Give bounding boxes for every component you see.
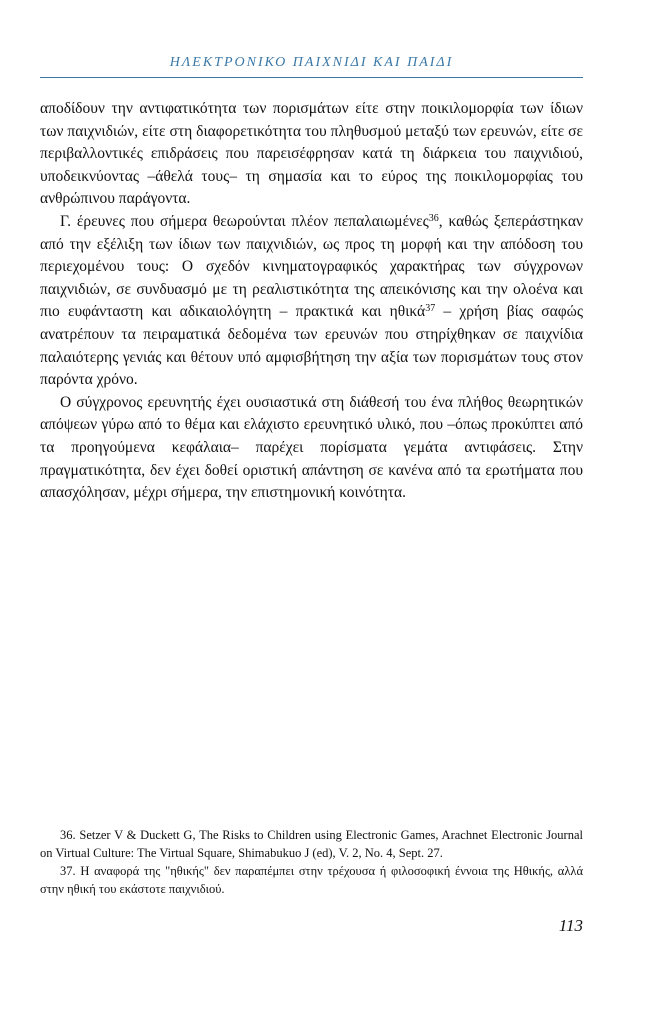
paragraph-2-part-c: – χρήση βίας σαφώς ανατρέπουν τα πειραματικά δεδομένα των ερευνών που στηρίχθηκαν σε παιχνίδια παλαιότερης γενιάς και θέτουν υπό αμφισβήτηση την αξία των πορισμάτων τους στον παρόντα χρόνο. bbox=[40, 303, 583, 389]
paragraph-2-part-a: Γ. έρευνες που σήμερα θεωρούνται πλέον πεπαλαιωμένες bbox=[60, 212, 429, 230]
footnote-ref-37: 37 bbox=[425, 303, 436, 315]
paragraph-2 bbox=[40, 211, 583, 392]
footnote-36: 36. Setzer V & Duckett G, The Risks to Children using Electronic Games, Arachnet Electronic Journal on Virtual Culture: The Virtual Square, Shimabukuo J (ed), V. 2, No. 4, Sept. 27. bbox=[40, 828, 583, 860]
main-text bbox=[40, 98, 583, 505]
page-number: 113 bbox=[558, 916, 583, 935]
footnotes bbox=[40, 826, 583, 898]
running-header: ΗΛΕΚΤΡΟΝΙΚΟ ΠΑΙΧΝΙΔΙ ΚΑΙ ΠΑΙΔΙ bbox=[169, 55, 454, 70]
paragraph-2-part-b: , καθώς ξεπεράστηκαν από την εξέλιξη των ίδιων των παιχνιδιών, ως προς τη μορφή και την απόδοση του περιεχομένου τους: Ο σχεδόν κινηματογραφικός χαρακτήρας των σύγχρονων παιχνιδιών, σε συνδυασμό με τη ρεαλιστικότητα της απεικόνισης και την ολοένα και πιο ευφάνταστη και αδικαιολόγητη – πρακτικά και ηθικά bbox=[40, 212, 583, 321]
header-rule bbox=[40, 77, 583, 78]
footnote-ref-36: 36 bbox=[428, 212, 439, 224]
paragraph-3: Ο σύγχρονος ερευνητής έχει ουσιαστικά στη διάθεσή του ένα πλήθος θεωρητικών απόψεων γύρω από το θέμα και ελάχιστο ερευνητικό υλικό, που –όπως προκύπτει από τα προηγούμενα κεφάλαια– παρέχει πορίσματα γεμάτα αντιφάσεις. Στην πραγματικότητα, δεν έχει δοθεί οριστική απάντηση σε κανένα από τα ερωτήματα που απασχόλησαν, μέχρι σήμερα, την επιστημονική κοινότητα. bbox=[40, 393, 583, 502]
footnote-37: 37. Η αναφορά της "ηθικής" δεν παραπέμπει στην τρέχουσα ή φιλοσοφική έννοια της Ηθικής, αλλά στην ηθική του εκάστοτε παιχνιδιού. bbox=[40, 864, 583, 896]
paragraph-1: αποδίδουν την αντιφατικότητα των πορισμάτων είτε στην ποικιλομορφία των ίδιων των παιχνιδιών, είτε στη διαφορετικότητα του πληθυσμού μεταξύ των ερευνών, είτε σε περιβαλλοντικές επιδράσεις που παρεισέφρησαν κατά τη διάρκεια του παιχνιδιού, υποδεικνύοντας –άθελά τους– τη σημασία και το εύρος της ποικιλομορφίας του ανθρώπινου παράγοντα. bbox=[40, 100, 583, 208]
